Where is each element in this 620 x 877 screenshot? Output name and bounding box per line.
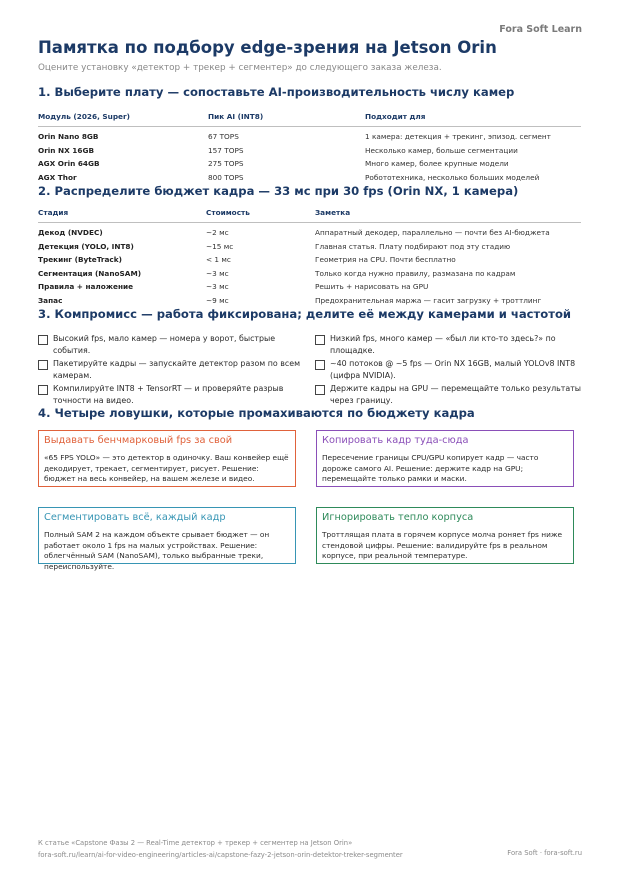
table-row <box>38 171 581 185</box>
trap-title: Игнорировать тепло корпуса <box>322 512 474 523</box>
column-header: Модуль (2026, Super) <box>38 112 130 121</box>
table-row <box>38 144 581 158</box>
stage-name: Правила + наложение <box>38 282 134 291</box>
section-3-heading: 3. Компромисс — работа фиксирована; делите её между камерами и частотой <box>38 307 572 321</box>
board-name: Orin NX 16GB <box>38 145 95 155</box>
trap-body: Полный SAM 2 на каждом объекте срывает бюджет — он работает около 1 fps на малых устройствах. Решение: облегчённый SAM (NanoSAM), только выбранные треки, переиспользуйте. <box>44 530 270 571</box>
trap-body: Пересечение границы CPU/GPU копирует кадр — часто дороже самого AI. Решение: держите кадр на GPU; перемещайте только рамки и маски. <box>322 453 539 483</box>
checkbox[interactable] <box>38 335 48 345</box>
stage-name: Сегментация (NanoSAM) <box>38 268 142 278</box>
section-1-heading: 1. Выберите плату — сопоставьте AI-производительность числу камер <box>38 85 515 99</box>
stage-cost: < 1 мс <box>206 255 231 264</box>
column-header: Заметка <box>315 208 351 217</box>
column-header: Пик AI (INT8) <box>208 112 264 121</box>
board-fit: Несколько камер, больше сегментации <box>365 145 518 155</box>
board-tops: 275 TOPS <box>208 159 244 168</box>
stage-name: Трекинг (ByteTrack) <box>38 255 122 264</box>
footer-source <box>38 838 403 861</box>
stage-name: Детекция (YOLO, INT8) <box>38 241 134 251</box>
table-row <box>38 267 581 281</box>
checklist-item-text: Компилируйте INT8 + TensorRT — и проверяйте разрыв точности на видео. <box>53 384 284 405</box>
trap-title: Копировать кадр туда-сюда <box>322 435 469 446</box>
table-row <box>38 253 581 267</box>
footer-article-ref: К статье «Capstone Фазы 2 — Real-Time детектор + трекер + сегментер на Jetson Orin» <box>38 839 353 847</box>
checkbox[interactable] <box>315 335 325 345</box>
column-header: Подходит для <box>365 112 426 121</box>
board-fit: Робототехника, несколько больших моделей <box>365 172 540 182</box>
stage-note: Главная статья. Плату подбирают под эту стадию <box>315 241 511 251</box>
board-tops: 800 TOPS <box>208 172 244 182</box>
trap-card-enclosure-heat <box>316 507 574 564</box>
table-row <box>38 240 581 254</box>
trap-title: Выдавать бенчмарковый fps за свой <box>44 435 233 446</box>
stage-note: Только когда нужно правилу, размазана по кадрам <box>315 268 516 278</box>
checkbox[interactable] <box>38 360 48 370</box>
board-name: AGX Thor <box>38 172 77 182</box>
table-header <box>38 109 581 127</box>
stage-note: Аппаратный декодер, параллельно — почти без AI-бюджета <box>315 228 550 237</box>
board-tops: 157 TOPS <box>208 145 244 155</box>
board-name: AGX Orin 64GB <box>38 159 100 168</box>
stage-note: Предохранительная маржа — гасит загрузку + троттлинг <box>315 295 542 305</box>
board-tops: 67 TOPS <box>208 132 239 141</box>
trap-card-benchmark-fps <box>38 430 296 487</box>
checkbox[interactable] <box>38 385 48 395</box>
stage-cost: ~3 мс <box>206 282 229 291</box>
trap-title: Сегментировать всё, каждый кадр <box>44 512 226 523</box>
stage-note: Геометрия на CPU. Почти бесплатно <box>315 255 456 264</box>
section-2-heading: 2. Распределите бюджет кадра — 33 мс при 30 fps (Orin NX, 1 камера) <box>38 184 519 198</box>
stage-name: Запас <box>38 295 63 305</box>
checklist-item-text: Высокий fps, мало камер — номера у ворот, быстрые события. <box>53 334 276 355</box>
footer-brand: Fora Soft · fora-soft.ru <box>507 849 582 857</box>
checklist-item-text: Низкий fps, много камер — «был ли кто-то здесь?» по площадке. <box>330 334 556 355</box>
page-title: Памятка по подбору edge-зрения на Jetson Orin <box>38 38 497 57</box>
table-header <box>38 205 581 223</box>
trap-body: «65 FPS YOLO» — это детектор в одиночку. Ваш конвейер ещё декодирует, трекает, сегментирует, рисует. Решение: бюджет на весь конвейер, на вашем железе и видео. <box>44 453 289 483</box>
table-row <box>38 294 581 308</box>
column-header: Стоимость <box>206 208 250 217</box>
checklist-item-text: Пакетируйте кадры — запускайте детектор разом по всем камерам. <box>53 359 301 380</box>
stage-note: Решить + нарисовать на GPU <box>315 282 429 291</box>
table-row <box>38 226 581 240</box>
board-fit: 1 камера: детекция + трекинг, эпизод. сегмент <box>365 132 551 141</box>
checkbox[interactable] <box>315 385 325 395</box>
page-subtitle: Оцените установку «детектор + трекер + сегментер» до следующего заказа железа. <box>38 63 442 73</box>
column-header: Стадия <box>38 208 69 217</box>
budget-table <box>38 205 581 307</box>
brand-name: Fora Soft Learn <box>499 24 582 35</box>
stage-cost: ~3 мс <box>206 268 229 278</box>
stage-cost: ~2 мс <box>206 228 229 237</box>
trap-card-frame-copy <box>316 430 574 487</box>
table-row <box>38 157 581 171</box>
stage-cost: ~9 мс <box>206 295 229 305</box>
footer-url[interactable]: fora-soft.ru/learn/ai-for-video-engineering/articles-ai/capstone-fazy-2-jetson-orin-detektor-treker-segmenter <box>38 850 403 859</box>
stage-cost: ~15 мс <box>206 241 234 251</box>
board-name: Orin Nano 8GB <box>38 132 99 141</box>
checkbox[interactable] <box>315 360 325 370</box>
stage-name: Декод (NVDEC) <box>38 228 103 237</box>
table-row <box>38 280 581 294</box>
trap-body: Троттлящая плата в горячем корпусе молча роняет fps ниже стендовой цифры. Решение: валидируйте fps в реальном корпусе, при реальной температуре. <box>322 530 563 560</box>
trap-card-segment-all <box>38 507 296 571</box>
checklist-item-text: ~40 потоков @ ~5 fps — Orin NX 16GB, малый YOLOv8 INT8 (цифра NVIDIA). <box>330 359 576 380</box>
board-fit: Много камер, более крупные модели <box>365 159 509 168</box>
checklist-item-text: Держите кадры на GPU — перемещайте только результаты через границу. <box>330 384 582 405</box>
board-table <box>38 109 581 184</box>
section-4-heading: 4. Четыре ловушки, которые промахиваются по бюджету кадра <box>38 406 475 420</box>
table-row <box>38 130 581 144</box>
